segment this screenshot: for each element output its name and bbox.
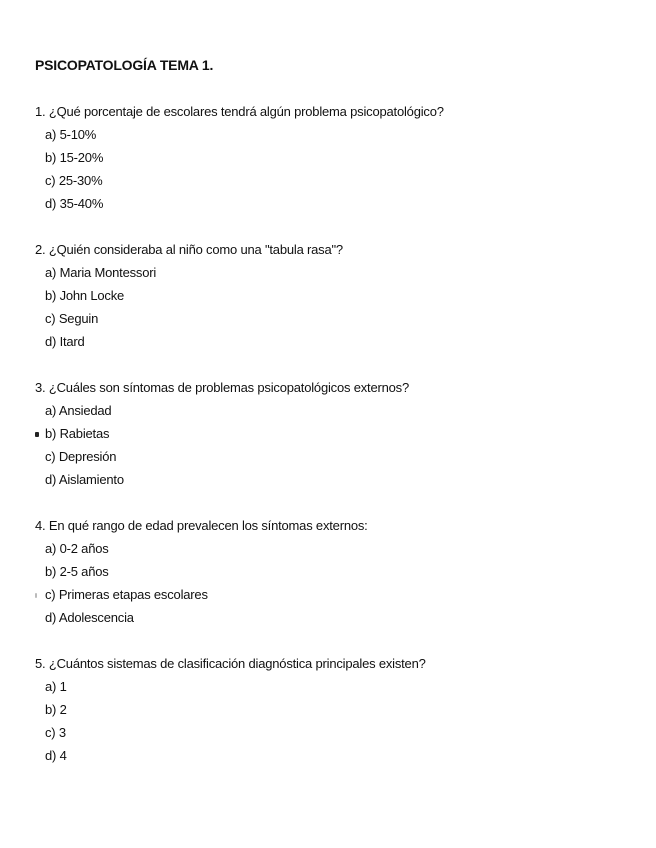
option-a: a) 0-2 años bbox=[45, 541, 109, 556]
options-list bbox=[35, 265, 635, 350]
option-a: a) Maria Montessori bbox=[45, 265, 157, 280]
question-text: 3. ¿Cuáles son síntomas de problemas psicopatológicos externos? bbox=[35, 380, 409, 395]
question-3 bbox=[35, 380, 635, 495]
option-d: d) Aislamiento bbox=[45, 472, 124, 487]
question-1 bbox=[35, 104, 635, 219]
question-text: 4. En qué rango de edad prevalecen los síntomas externos: bbox=[35, 518, 368, 533]
options-list bbox=[35, 403, 635, 488]
option-b: b) 2-5 años bbox=[45, 564, 109, 579]
question-text: 1. ¿Qué porcentaje de escolares tendrá algún problema psicopatológico? bbox=[35, 104, 444, 119]
options-list bbox=[35, 127, 635, 212]
option-c-row bbox=[35, 587, 635, 603]
question-text: 5. ¿Cuántos sistemas de clasificación diagnóstica principales existen? bbox=[35, 656, 426, 671]
option-b: b) 15-20% bbox=[45, 150, 104, 165]
option-a: a) Ansiedad bbox=[45, 403, 112, 418]
option-c: c) 3 bbox=[45, 725, 66, 740]
options-list bbox=[35, 679, 635, 764]
document-title: PSICOPATOLOGÍA TEMA 1. bbox=[35, 57, 214, 73]
question-5 bbox=[35, 656, 635, 771]
question-2 bbox=[35, 242, 635, 357]
option-a: a) 1 bbox=[45, 679, 67, 694]
option-c: c) Depresión bbox=[45, 449, 117, 464]
option-b: b) Rabietas bbox=[45, 426, 110, 441]
option-d: d) Itard bbox=[45, 334, 85, 349]
option-d: d) 4 bbox=[45, 748, 67, 763]
option-a: a) 5-10% bbox=[45, 127, 97, 142]
option-b: b) 2 bbox=[45, 702, 67, 717]
answer-mark-icon bbox=[35, 593, 37, 598]
option-b-row bbox=[35, 426, 635, 442]
option-d: d) Adolescencia bbox=[45, 610, 134, 625]
option-c: c) Primeras etapas escolares bbox=[45, 587, 208, 602]
option-d: d) 35-40% bbox=[45, 196, 104, 211]
question-4 bbox=[35, 518, 635, 633]
answer-mark-icon bbox=[35, 432, 39, 437]
option-c: c) Seguin bbox=[45, 311, 99, 326]
option-b: b) John Locke bbox=[45, 288, 125, 303]
options-list bbox=[35, 541, 635, 626]
question-text: 2. ¿Quién consideraba al niño como una "tabula rasa"? bbox=[35, 242, 343, 257]
option-c: c) 25-30% bbox=[45, 173, 103, 188]
